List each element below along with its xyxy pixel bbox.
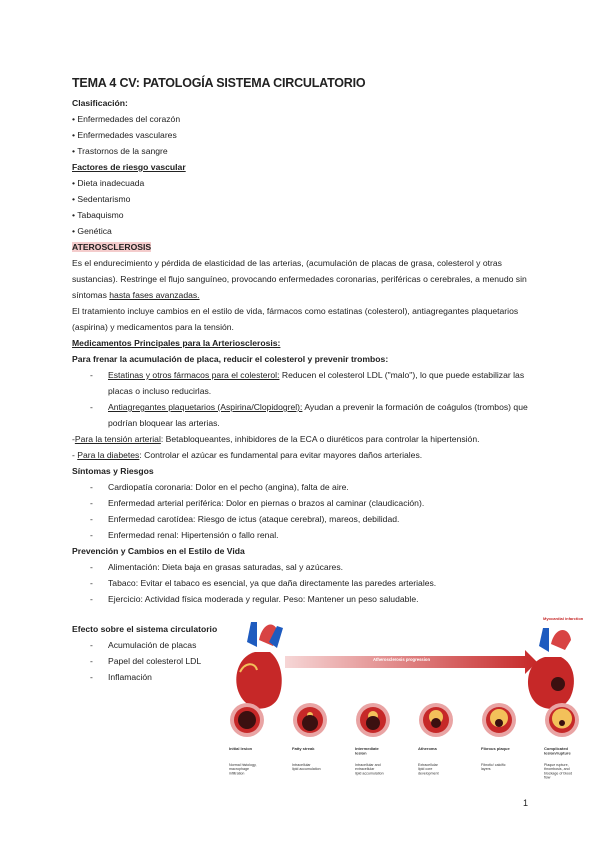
medicamentos-heading: Medicamentos Principales para la Arteriosclerosis: xyxy=(72,338,281,348)
stage-description: Fibrotic/ calcific layers xyxy=(481,763,506,772)
artery-lumen xyxy=(302,715,318,731)
ateros-paragraph-2: El tratamiento incluye cambios en el estilo de vida, fármacos como estatinas (colesterol), antiagregantes plaquetarios (aspirina) y medicamentos para la tensión. xyxy=(72,306,519,332)
sintoma-item: - Cardiopatía coronaria: Dolor en el pecho (angina), falta de aire. xyxy=(90,479,532,495)
stage-description: Normal histology, macrophage infiltration xyxy=(229,763,257,776)
progression-label: Atherosclerosis progression xyxy=(373,657,431,662)
progression-arrow xyxy=(285,650,537,674)
factores-item: • Tabaquismo xyxy=(72,207,532,223)
clasificacion-heading: Clasificación: xyxy=(72,98,128,108)
factores-heading: Factores de riesgo vascular xyxy=(72,162,186,172)
page-number: 1 xyxy=(522,798,528,808)
artery-lumen xyxy=(238,711,256,729)
clasificacion-item: • Enfermedades vasculares xyxy=(72,127,532,143)
prevencion-heading: Prevención y Cambios en el Estilo de Vida xyxy=(72,546,245,556)
heart-icon-left xyxy=(236,622,283,709)
stage-description: Intracellular lipid accumulation xyxy=(292,763,321,772)
artery-lumen xyxy=(495,719,503,727)
efecto-heading: Efecto sobre el sistema circulatorio xyxy=(72,624,218,634)
medicamentos-subheading: Para frenar la acumulación de placa, reducir el colesterol y prevenir trombos: xyxy=(72,354,389,364)
ateros-heading: ATEROSCLEROSIS xyxy=(72,242,152,252)
stage-name: Intermediate lesion xyxy=(355,746,379,756)
artery-stage xyxy=(230,703,264,737)
medicamento-item: - Antiagregantes plaquetarios (Aspirina/Clopidogrel): Ayudan a prevenir la formación de coágulos (trombos) que podrían bloquear las arterias. xyxy=(90,399,532,431)
prevencion-item: - Tabaco: Evitar el tabaco es esencial, ya que daña directamente las paredes arteriales. xyxy=(90,575,532,591)
prevencion-item: - Alimentación: Dieta baja en grasas saturadas, sal y azúcares. xyxy=(90,559,532,575)
page-title: TEMA 4 CV: PATOLOGÍA SISTEMA CIRCULATORIO xyxy=(72,76,366,90)
medicamento-item: - Estatinas y otros fármacos para el colesterol: Reducen el colesterol LDL ("malo"), lo que puede estabilizar las placas o incluso reducirlas. xyxy=(90,367,532,399)
heart-icon-right xyxy=(528,628,574,709)
ateros-paragraph-1: Es el endurecimiento y pérdida de elasticidad de las arterias, (acumulación de placas de grasa, colesterol y otras sustancias). Restringe el flujo sanguíneo, provocando enfermedades coronarias, periféricas o cerebrales, a menudo sin síntomas hasta fases avanzadas. xyxy=(72,258,527,300)
artery-stage xyxy=(356,703,390,737)
sintoma-item: - Enfermedad carotídea: Riesgo de ictus (ataque cerebral), mareos, debilidad. xyxy=(90,511,532,527)
artery-lumen xyxy=(366,716,380,730)
atherosclerosis-figure xyxy=(225,612,585,800)
factores-item: • Genética xyxy=(72,223,532,239)
efecto-item: - Acumulación de placas xyxy=(90,637,532,653)
artery-stage xyxy=(293,703,327,737)
stage-name: Fibrous plaque xyxy=(481,746,510,751)
artery-stage xyxy=(545,703,579,737)
prevencion-item: - Ejercicio: Actividad física moderada y regular. Peso: Mantener un peso saludable. xyxy=(90,591,532,607)
stage-description: Extracellular lipid core development xyxy=(418,763,439,776)
sintoma-item: - Enfermedad renal: Hipertensión o fallo renal. xyxy=(90,527,532,543)
clasificacion-item: • Trastornos de la sangre xyxy=(72,143,532,159)
artery-lumen xyxy=(431,718,441,728)
efecto-item: - Inflamación xyxy=(90,669,532,685)
stage-name: Initial lesion xyxy=(229,746,253,751)
artery-stage xyxy=(482,703,516,737)
stage-name: Atheroma xyxy=(418,746,437,751)
stage-name: Complicated lesion/rupture xyxy=(544,746,571,756)
sintomas-heading: Síntomas y Riesgos xyxy=(72,466,154,476)
mi-label: Myocardial infarction xyxy=(543,616,584,621)
efecto-item: - Papel del colesterol LDL xyxy=(90,653,532,669)
sintoma-item: - Enfermedad arterial periférica: Dolor en piernas o brazos al caminar (claudicación). xyxy=(90,495,532,511)
diabetes-line: - Para la diabetes: Controlar el azúcar es fundamental para evitar mayores daños arteriales. xyxy=(72,450,423,460)
tension-line: -Para la tensión arterial: Betabloqueantes, inhibidores de la ECA o diuréticos para controlar la hipertensión. xyxy=(72,434,480,444)
stage-name: Fatty streak xyxy=(292,746,315,751)
factores-item: • Sedentarismo xyxy=(72,191,532,207)
document-page xyxy=(72,75,532,685)
stage-description: Plaque rupture, thrombosis, and blockage of blood flow xyxy=(544,763,573,780)
stage-group xyxy=(229,703,579,779)
factores-item: • Dieta inadecuada xyxy=(72,175,532,191)
artery-stage xyxy=(419,703,453,737)
artery-lumen xyxy=(559,720,565,726)
stage-description: Intracellular and extracellular lipid accumulation xyxy=(355,763,384,776)
clasificacion-item: • Enfermedades del corazón xyxy=(72,111,532,127)
